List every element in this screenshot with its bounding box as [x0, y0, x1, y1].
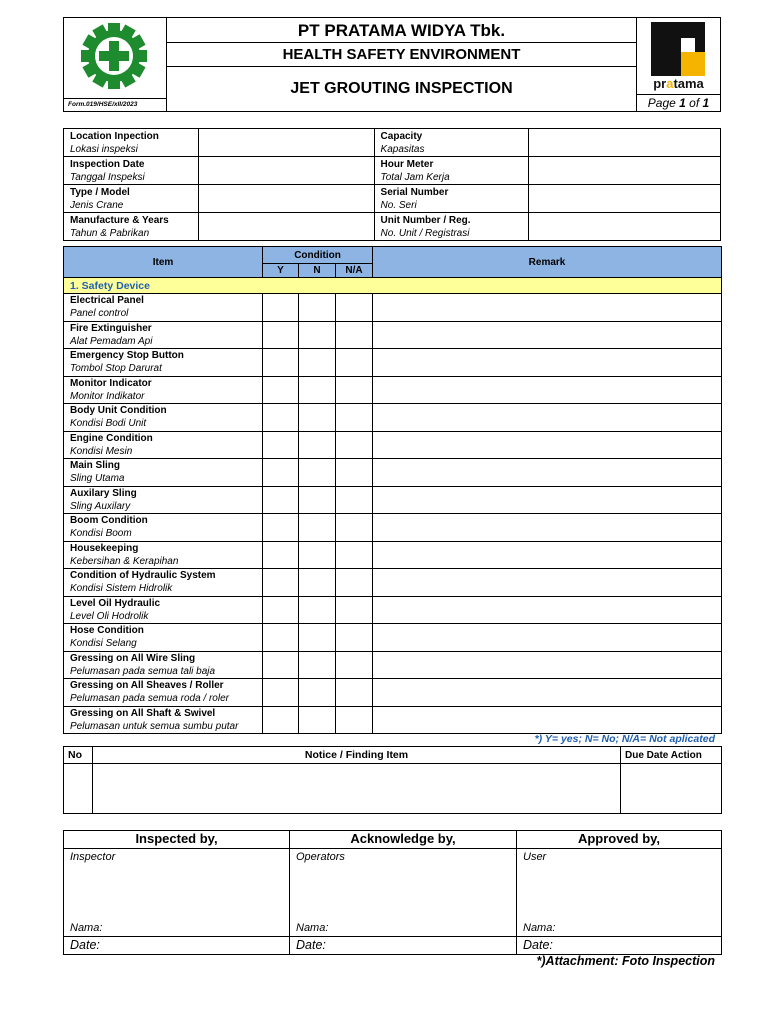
user-date-field[interactable]: Date:: [517, 937, 722, 955]
yes-checkbox-cell[interactable]: [263, 321, 299, 349]
na-column-header: N/A: [336, 264, 373, 278]
no-checkbox-cell[interactable]: [299, 569, 336, 597]
checklist-item-label: Engine Condition Kondisi Mesin: [64, 431, 263, 459]
checklist-row: [64, 376, 722, 404]
checklist-row: [64, 706, 722, 734]
checklist-item-label: Electrical Panel Panel control: [64, 294, 263, 322]
no-checkbox-cell[interactable]: [299, 376, 336, 404]
yes-checkbox-cell[interactable]: [263, 459, 299, 487]
document-title: JET GROUTING INSPECTION: [290, 80, 513, 97]
checklist-item-label: Gressing on All Sheaves / Roller Pelumasan pada semua roda / roler: [64, 679, 263, 707]
no-checkbox-cell[interactable]: [299, 486, 336, 514]
checklist-row: [64, 459, 722, 487]
signer-role: User: [523, 851, 547, 863]
no-checkbox-cell[interactable]: [299, 706, 336, 734]
remark-field[interactable]: [373, 596, 722, 624]
notice-finding-field[interactable]: [93, 764, 621, 814]
yes-checkbox-cell[interactable]: [263, 294, 299, 322]
yes-checkbox-cell[interactable]: [263, 376, 299, 404]
na-checkbox-cell[interactable]: [336, 624, 373, 652]
signature-table: [63, 830, 721, 955]
no-checkbox-cell[interactable]: [299, 624, 336, 652]
remark-field[interactable]: [373, 459, 722, 487]
checklist-row: [64, 514, 722, 542]
na-checkbox-cell[interactable]: [336, 321, 373, 349]
info-value-field[interactable]: [198, 213, 374, 241]
info-row: [64, 213, 721, 241]
no-checkbox-cell[interactable]: [299, 431, 336, 459]
na-checkbox-cell[interactable]: [336, 596, 373, 624]
brand-name: pratama: [653, 76, 704, 91]
no-checkbox-cell[interactable]: [299, 321, 336, 349]
yes-checkbox-cell[interactable]: [263, 569, 299, 597]
na-checkbox-cell[interactable]: [336, 294, 373, 322]
na-checkbox-cell[interactable]: [336, 486, 373, 514]
unit-info-table: [63, 128, 721, 241]
no-checkbox-cell[interactable]: [299, 541, 336, 569]
info-label: Serial Number No. Seri: [374, 185, 529, 213]
checklist-row: [64, 321, 722, 349]
checklist-row: [64, 569, 722, 597]
na-checkbox-cell[interactable]: [336, 349, 373, 377]
info-label: Location Inpection Lokasi inspeksi: [64, 129, 199, 157]
no-checkbox-cell[interactable]: [299, 404, 336, 432]
info-label: Unit Number / Reg. No. Unit / Registrasi: [374, 213, 529, 241]
no-checkbox-cell[interactable]: [299, 596, 336, 624]
na-checkbox-cell[interactable]: [336, 459, 373, 487]
inspector-date-field[interactable]: Date:: [64, 937, 290, 955]
operator-date-field[interactable]: Date:: [290, 937, 517, 955]
na-checkbox-cell[interactable]: [336, 541, 373, 569]
checklist-item-label: Condition of Hydraulic System Kondisi Sistem Hidrolik: [64, 569, 263, 597]
yes-checkbox-cell[interactable]: [263, 486, 299, 514]
remark-field[interactable]: [373, 376, 722, 404]
checklist-row: [64, 349, 722, 377]
brand-logo-cell: [637, 18, 720, 111]
remark-field[interactable]: [373, 349, 722, 377]
checklist-row: [64, 486, 722, 514]
info-value-field[interactable]: [198, 129, 374, 157]
yes-checkbox-cell[interactable]: [263, 541, 299, 569]
info-value-field[interactable]: [529, 157, 721, 185]
remark-column-header: Remark: [373, 247, 722, 278]
checklist-item-label: Housekeeping Kebersihan & Kerapihan: [64, 541, 263, 569]
checklist-item-label: Gressing on All Wire Sling Pelumasan pada semua tali baja: [64, 651, 263, 679]
info-row: [64, 129, 721, 157]
remark-field[interactable]: [373, 404, 722, 432]
checklist-item-label: Auxilary Sling Sling Auxilary: [64, 486, 263, 514]
signer-role: Operators: [296, 851, 345, 863]
no-checkbox-cell[interactable]: [299, 651, 336, 679]
finding-column-header: Notice / Finding Item: [93, 747, 621, 764]
no-checkbox-cell[interactable]: [299, 514, 336, 542]
checklist-item-label: Level Oil Hydraulic Level Oli Hodrolik: [64, 596, 263, 624]
na-checkbox-cell[interactable]: [336, 514, 373, 542]
info-row: [64, 157, 721, 185]
info-value-field[interactable]: [198, 157, 374, 185]
remark-field[interactable]: [373, 679, 722, 707]
operator-signature-box[interactable]: [290, 849, 517, 937]
yes-checkbox-cell[interactable]: [263, 404, 299, 432]
checklist-row: [64, 596, 722, 624]
notice-table: [63, 746, 721, 814]
no-checkbox-cell[interactable]: [299, 459, 336, 487]
checklist-item-label: Gressing on All Shaft & Swivel Pelumasan untuk semua sumbu putar: [64, 706, 263, 734]
checklist-item-label: Body Unit Condition Kondisi Bodi Unit: [64, 404, 263, 432]
checklist-row: [64, 541, 722, 569]
checklist-row: [64, 651, 722, 679]
section-heading: 1. Safety Device: [64, 278, 722, 294]
info-value-field[interactable]: [529, 129, 721, 157]
yes-checkbox-cell[interactable]: [263, 349, 299, 377]
checklist-row: [64, 404, 722, 432]
remark-field[interactable]: [373, 569, 722, 597]
info-label: Capacity Kapasitas: [374, 129, 529, 157]
info-label: Hour Meter Total Jam Kerja: [374, 157, 529, 185]
checklist-row: [64, 679, 722, 707]
remark-field[interactable]: [373, 321, 722, 349]
na-checkbox-cell[interactable]: [336, 569, 373, 597]
checklist-row: [64, 431, 722, 459]
na-checkbox-cell[interactable]: [336, 431, 373, 459]
no-checkbox-cell[interactable]: [299, 679, 336, 707]
approved-by-header: Approved by,: [517, 831, 722, 849]
remark-field[interactable]: [373, 624, 722, 652]
checklist-row: [64, 624, 722, 652]
remark-field[interactable]: [373, 514, 722, 542]
info-value-field[interactable]: [198, 185, 374, 213]
signer-name-label: Nama:: [70, 922, 103, 934]
yes-checkbox-cell[interactable]: [263, 679, 299, 707]
item-column-header: Item: [64, 247, 263, 278]
checklist-item-label: Hose Condition Kondisi Selang: [64, 624, 263, 652]
form-header: [63, 17, 721, 112]
header-titles: [167, 18, 637, 111]
form-code: Form.019/HSE/xII/2023: [64, 98, 167, 111]
info-label: Manufacture & Years Tahun & Pabrikan: [64, 213, 199, 241]
info-value-field[interactable]: [529, 185, 721, 213]
remark-field[interactable]: [373, 294, 722, 322]
checklist-item-label: Boom Condition Kondisi Boom: [64, 514, 263, 542]
signer-role: Inspector: [70, 851, 116, 863]
department-name: HEALTH SAFETY ENVIRONMENT: [167, 43, 636, 67]
inspected-by-header: Inspected by,: [64, 831, 290, 849]
na-checkbox-cell[interactable]: [336, 706, 373, 734]
remark-field[interactable]: [373, 541, 722, 569]
condition-column-header: Condition: [263, 247, 373, 264]
inspection-checklist: [63, 246, 721, 734]
info-row: [64, 185, 721, 213]
notice-no-field[interactable]: [64, 764, 93, 814]
attachment-note: *)Attachment: Foto Inspection: [536, 954, 715, 968]
safety-logo-cell: [64, 18, 167, 111]
no-column-header: N: [299, 264, 336, 278]
no-column-header: No: [64, 747, 93, 764]
no-checkbox-cell[interactable]: [299, 349, 336, 377]
checklist-item-label: Emergency Stop Button Tombol Stop Darurat: [64, 349, 263, 377]
na-checkbox-cell[interactable]: [336, 404, 373, 432]
safety-gear-cross-icon: [64, 18, 167, 98]
info-label: Inspection Date Tanggal Inspeksi: [64, 157, 199, 185]
yes-checkbox-cell[interactable]: [263, 596, 299, 624]
signer-name-label: Nama:: [523, 922, 556, 934]
notice-due-date-field[interactable]: [621, 764, 722, 814]
yes-checkbox-cell[interactable]: [263, 624, 299, 652]
yes-checkbox-cell[interactable]: [263, 706, 299, 734]
remark-field[interactable]: [373, 651, 722, 679]
na-checkbox-cell[interactable]: [336, 679, 373, 707]
info-value-field[interactable]: [529, 213, 721, 241]
remark-field[interactable]: [373, 486, 722, 514]
checklist-item-label: Monitor Indicator Monitor Indikator: [64, 376, 263, 404]
yes-checkbox-cell[interactable]: [263, 514, 299, 542]
yes-column-header: Y: [263, 264, 299, 278]
signer-name-label: Nama:: [296, 922, 329, 934]
page-indicator: Page 1 of 1: [637, 94, 720, 112]
remark-field[interactable]: [373, 706, 722, 734]
user-signature-box[interactable]: [517, 849, 722, 937]
yes-checkbox-cell[interactable]: [263, 651, 299, 679]
checklist-item-label: Main Sling Sling Utama: [64, 459, 263, 487]
checklist-row: [64, 294, 722, 322]
inspector-signature-box[interactable]: [64, 849, 290, 937]
remark-field[interactable]: [373, 431, 722, 459]
checklist-item-label: Fire Extinguisher Alat Pemadam Api: [64, 321, 263, 349]
na-checkbox-cell[interactable]: [336, 651, 373, 679]
acknowledge-by-header: Acknowledge by,: [290, 831, 517, 849]
na-checkbox-cell[interactable]: [336, 376, 373, 404]
condition-legend: *) Y= yes; N= No; N/A= Not aplicated: [534, 733, 715, 745]
due-date-column-header: Due Date Action: [621, 747, 722, 764]
info-label: Type / Model Jenis Crane: [64, 185, 199, 213]
yes-checkbox-cell[interactable]: [263, 431, 299, 459]
no-checkbox-cell[interactable]: [299, 294, 336, 322]
company-name: PT PRATAMA WIDYA Tbk.: [167, 18, 636, 43]
